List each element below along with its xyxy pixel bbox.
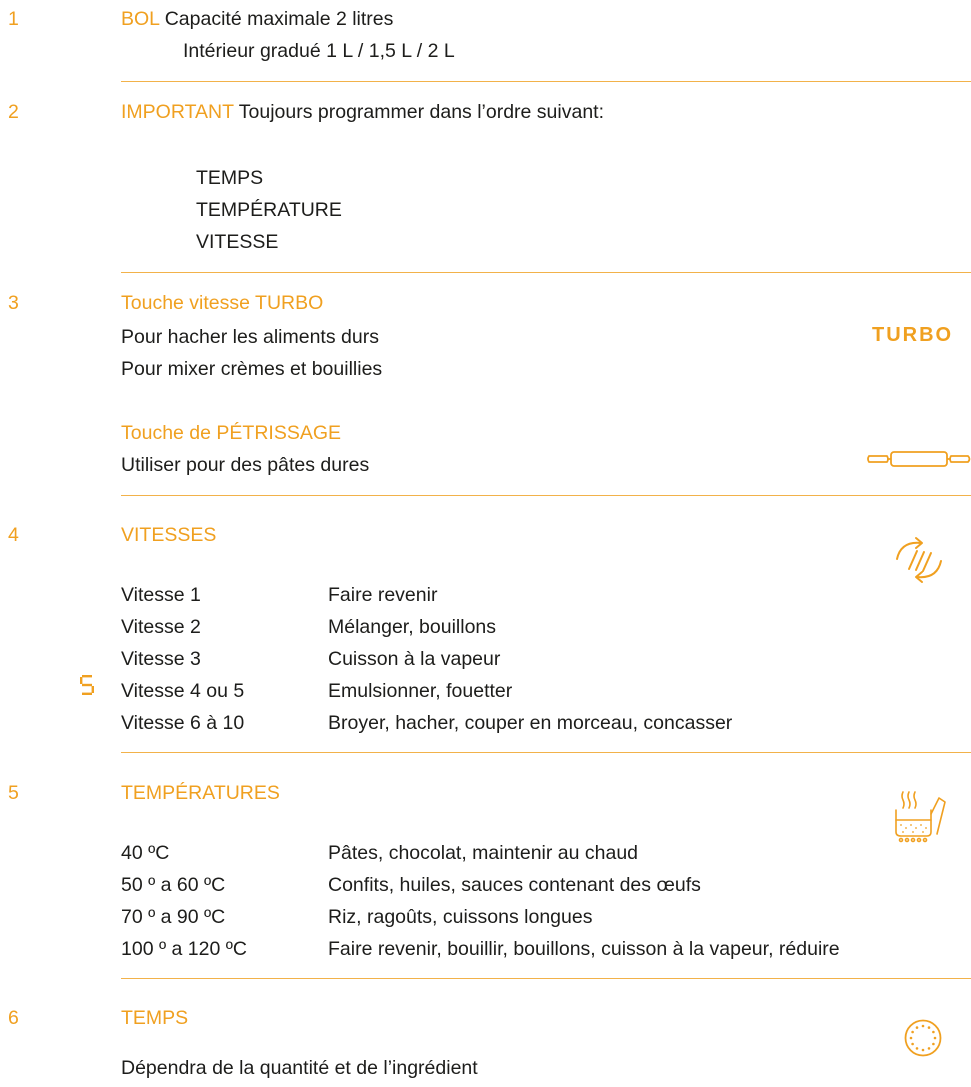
order-item: VITESSE xyxy=(196,231,279,253)
speed-value: Broyer, hacher, couper en morceau, concasser xyxy=(328,712,733,734)
section-number-3: 3 xyxy=(8,292,19,314)
divider xyxy=(121,272,971,273)
speed-key: Vitesse 3 xyxy=(121,648,201,670)
speeds-title: VITESSES xyxy=(121,524,217,546)
speed-value: Cuisson à la vapeur xyxy=(328,648,501,670)
turbo-line: Pour hacher les aliments durs xyxy=(121,326,379,348)
knead-title: Touche de PÉTRISSAGE xyxy=(121,422,342,444)
section-number-2: 2 xyxy=(8,101,19,123)
section-number-5: 5 xyxy=(8,782,19,804)
important-text: Toujours programmer dans l’ordre suivant: xyxy=(238,101,605,123)
temperature-value: Riz, ragoûts, cuissons longues xyxy=(328,906,593,928)
temperatures-title: TEMPÉRATURES xyxy=(121,782,280,804)
digit-5-icon xyxy=(80,675,94,695)
knead-line: Utiliser pour des pâtes dures xyxy=(121,454,370,476)
rolling-pin-icon xyxy=(867,448,971,470)
divider xyxy=(121,978,971,979)
divider xyxy=(121,495,971,496)
temperature-value: Faire revenir, bouillir, bouillons, cuisson à la vapeur, réduire xyxy=(328,938,840,960)
order-item: TEMPS xyxy=(196,167,264,189)
temperature-key: 40 ºC xyxy=(121,842,170,864)
important-label: IMPORTANT xyxy=(121,101,234,123)
divider xyxy=(121,752,971,753)
timer-icon xyxy=(903,1018,943,1058)
temperature-value: Confits, huiles, sauces contenant des œufs xyxy=(328,874,701,896)
speed-value: Emulsionner, fouetter xyxy=(328,680,513,702)
section-number-6: 6 xyxy=(8,1007,19,1029)
speed-key: Vitesse 2 xyxy=(121,616,201,638)
section-number-1: 1 xyxy=(8,8,19,30)
turbo-title: Touche vitesse TURBO xyxy=(121,292,324,314)
divider xyxy=(121,81,971,82)
temperature-key: 50 º a 60 ºC xyxy=(121,874,226,896)
temperature-value: Pâtes, chocolat, maintenir au chaud xyxy=(328,842,639,864)
turbo-icon: TURBO xyxy=(872,324,954,346)
bol-capacity: Capacité maximale 2 litres xyxy=(164,8,394,30)
time-text: Dépendra de la quantité et de l’ingrédient xyxy=(121,1057,478,1079)
time-title: TEMPS xyxy=(121,1007,189,1029)
order-item: TEMPÉRATURE xyxy=(196,199,342,221)
speed-key: Vitesse 4 ou 5 xyxy=(121,680,245,702)
bol-graduations: Intérieur gradué 1 L / 1,5 L / 2 L xyxy=(183,40,455,62)
speed-key: Vitesse 1 xyxy=(121,584,201,606)
section-number-4: 4 xyxy=(8,524,19,546)
bol-line xyxy=(121,4,393,34)
temperature-key: 70 º a 90 ºC xyxy=(121,906,226,928)
bol-label: BOL xyxy=(121,8,160,30)
heating-bowl-icon xyxy=(893,790,947,845)
temperature-key: 100 º a 120 ºC xyxy=(121,938,247,960)
speed-rotation-icon xyxy=(889,535,949,585)
speed-value: Mélanger, bouillons xyxy=(328,616,497,638)
important-line xyxy=(121,97,604,127)
speed-value: Faire revenir xyxy=(328,584,438,606)
speed-key: Vitesse 6 à 10 xyxy=(121,712,245,734)
turbo-line: Pour mixer crèmes et bouillies xyxy=(121,358,383,380)
